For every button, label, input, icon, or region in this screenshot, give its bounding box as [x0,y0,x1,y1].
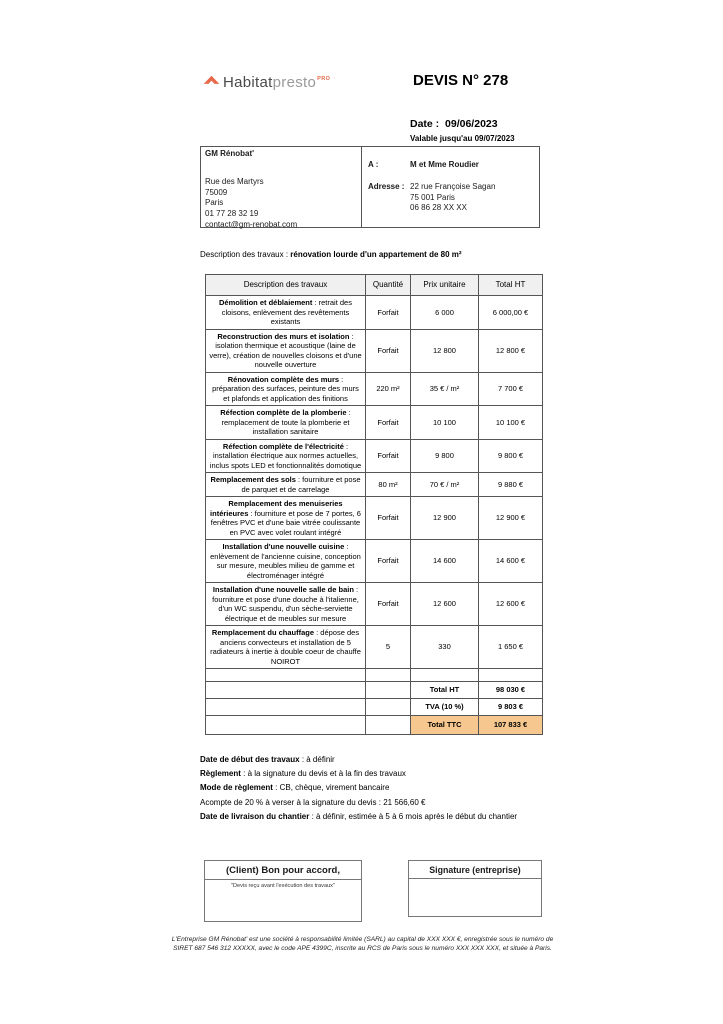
logo-brand-secondary: presto [272,74,317,91]
work-qty: 5 [366,626,411,669]
spacer [368,149,533,160]
tva-row [206,699,543,716]
work-qty: Forfait [366,296,411,330]
company-signature-title: Signature (entreprise) [409,861,541,879]
term-start-date: Date de début des travaux : à définir [200,755,335,764]
logo-wordmark [223,72,316,93]
table-row [206,406,543,440]
house-arrow-icon [203,74,220,91]
term-deposit: Acompte de 20 % à verser à la signature du devis : 21 566,60 € [200,797,426,807]
company-city: Paris [205,198,224,208]
work-total: 12 900 € [479,497,543,540]
work-qty: Forfait [366,583,411,626]
work-total: 12 800 € [479,329,543,372]
tva-label: TVA (10 %) [411,699,479,716]
terms-section [200,753,517,824]
total-ttc-label: Total TTC [411,716,479,735]
company-email: contact@gm-renobat.com [205,219,298,229]
work-description: Installation d'une nouvelle salle de bain : fourniture et pose d'une douche à l'italienne, d'un WC suspendu, d'un sèche-serviette électrique et de meubles sur mesure [206,583,366,626]
company-street: Rue des Martyrs [205,176,264,186]
client-signature-note: "Devis reçu avant l'exécution des travaux" [231,883,335,889]
work-qty: Forfait [366,329,411,372]
client-signature-box [204,860,362,922]
work-description: Réfection complète de la plomberie : remplacement de toute la plomberie et installation sanitaire [206,406,366,440]
work-unit-price: 6 000 [411,296,479,330]
work-unit-price: 10 100 [411,406,479,440]
client-block [362,147,539,227]
works-intro-value: rénovation lourde d'un appartement de 80 m² [290,250,462,259]
work-total: 7 700 € [479,372,543,406]
client-street: 22 rue Françoise Sagan [410,181,496,191]
client-city: 75 001 Paris [410,192,455,202]
table-row [206,296,543,330]
work-unit-price: 12 800 [411,329,479,372]
company-name: GM Rénobat' [205,149,255,158]
client-address [410,182,495,214]
company-signature-box [408,860,542,917]
table-row [206,439,543,473]
col-unit-price: Prix unitaire [411,275,479,296]
work-description: Remplacement des sols : fourniture et pose de parquet et de carrelage [206,473,366,497]
logo-brand-primary: Habitat [223,74,273,91]
client-phone: 06 86 28 XX XX [410,203,467,213]
work-qty: 80 m² [366,473,411,497]
work-description: Rénovation complète des murs : préparation des surfaces, peinture des murs et plafonds et application des finitions [206,372,366,406]
col-description: Description des travaux [206,275,366,296]
work-qty: Forfait [366,406,411,440]
logo-pro-badge: PRO [317,76,331,82]
work-description: Reconstruction des murs et isolation : isolation thermique et acoustique (laine de verre), création de nouvelles cloisons et d'une nouvelle ouverture [206,329,366,372]
company-zip: 75009 [205,187,228,197]
col-quantity: Quantité [366,275,411,296]
table-header-row [206,275,543,296]
table-row [206,583,543,626]
work-total: 14 600 € [479,540,543,583]
table-row [206,329,543,372]
total-ht-value: 98 030 € [479,682,543,699]
work-total: 12 600 € [479,583,543,626]
total-ttc-value: 107 833 € [479,716,543,735]
spacer [368,171,533,182]
table-row [206,626,543,669]
parties-box [200,146,540,228]
table-row [206,540,543,583]
term-payment-mode: Mode de règlement : CB, chèque, virement bancaire [200,783,390,793]
work-unit-price: 12 600 [411,583,479,626]
work-total: 9 880 € [479,473,543,497]
total-ht-label: Total HT [411,682,479,699]
document-title: DEVIS N° 278 [413,72,509,89]
client-address-label: Adresse : [368,181,405,191]
work-qty: Forfait [366,540,411,583]
work-unit-price: 14 600 [411,540,479,583]
work-qty: 220 m² [366,372,411,406]
client-signature-title: (Client) Bon pour accord, [205,861,361,880]
work-unit-price: 12 900 [411,497,479,540]
work-unit-price: 70 € / m² [411,473,479,497]
term-payment: Règlement : à la signature du devis et à la fin des travaux [200,769,406,779]
work-qty: Forfait [366,497,411,540]
work-description: Remplacement du chauffage : dépose des anciens convecteurs et installation de 5 radiateurs à inertie à double coeur de chauffe NOIROT [206,626,366,669]
date-label: Date : [410,118,440,130]
table-row [206,372,543,406]
work-description: Démolition et déblaiement : retrait des cloisons, enlèvement des revêtements existants [206,296,366,330]
quote-table [205,274,543,735]
col-total-ht: Total HT [479,275,543,296]
date-value: 09/06/2023 [445,118,498,130]
work-description: Installation d'une nouvelle cuisine : enlèvement de l'ancienne cuisine, conception sur mesure, meubles milieu de gamme et électroménager intégré [206,540,366,583]
total-ht-row [206,682,543,699]
work-total: 6 000,00 € [479,296,543,330]
empty-row [206,669,543,682]
work-description: Réfection complète de l'électricité : installation électrique aux normes actuelles, inclus spots LED et fonctionnalités domotique [206,439,366,473]
work-unit-price: 330 [411,626,479,669]
work-unit-price: 9 800 [411,439,479,473]
work-unit-price: 35 € / m² [411,372,479,406]
works-intro-label: Description des travaux : [200,250,291,259]
habitatpresto-logo [203,72,330,93]
company-phone: 01 77 28 32 19 [205,209,259,219]
client-name: M et Mme Roudier [410,160,479,169]
total-ttc-row [206,716,543,735]
client-to-label: A : [368,160,379,169]
table-row [206,497,543,540]
work-description: Remplacement des menuiseries intérieures : fourniture et pose de 7 portes, 6 fenêtres PVC et d'une baie vitrée coulissante en PVC avec volet roulant intégré [206,497,366,540]
term-delivery-date: Date de livraison du chantier : à définir, estimée à 5 à 6 mois après le début du chantier [200,811,518,821]
tva-value: 9 803 € [479,699,543,716]
table-row [206,473,543,497]
works-intro [200,250,462,259]
date-line [410,118,498,130]
work-total: 10 100 € [479,406,543,440]
legal-footer: L'Entreprise GM Rénobat' est une société à responsabilité limitée (SARL) au capital de XXX XXX €, enregistrée sous le numéro de SIRET 687 546 312 XXXXX, avec le code APE 4399C, inscrite au RCS de Paris sous le numéro XXX XXX XXX, et située à Paris. [171,936,554,952]
work-total: 9 800 € [479,439,543,473]
work-total: 1 650 € [479,626,543,669]
validity-line: Valable jusqu'au 09/07/2023 [410,134,515,143]
company-block [201,147,362,227]
work-qty: Forfait [366,439,411,473]
